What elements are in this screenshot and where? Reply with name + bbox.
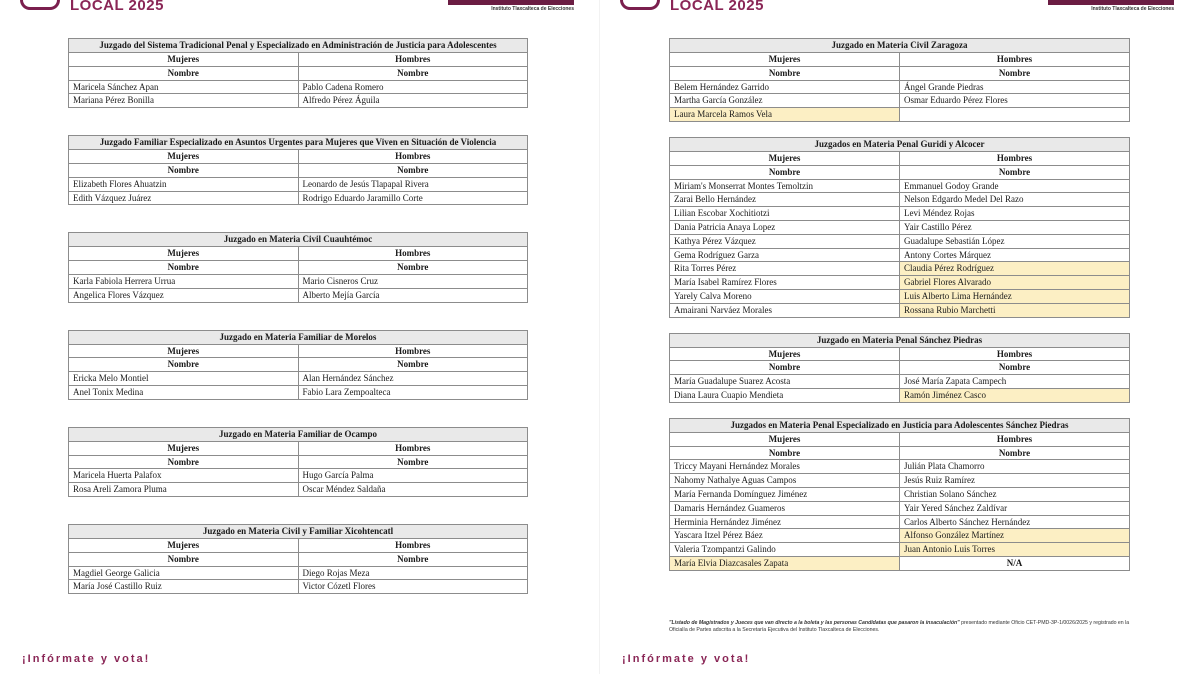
candidate-woman: Elizabeth Flores Ahuatzin bbox=[69, 177, 299, 191]
candidate-man: Guadalupe Sebastián López bbox=[900, 234, 1130, 248]
table-row bbox=[670, 543, 1130, 557]
candidate-man: Ángel Grande Piedras bbox=[900, 80, 1130, 94]
women-header: Mujeres bbox=[69, 53, 299, 67]
name-header: Nombre bbox=[69, 455, 299, 469]
court-title: Juzgado en Materia Familiar de Morelos bbox=[69, 330, 528, 344]
table-row bbox=[670, 388, 1130, 402]
table-title-row bbox=[69, 524, 528, 538]
gender-header-row bbox=[69, 150, 528, 164]
candidate-man: Oscar Méndez Saldaña bbox=[298, 483, 528, 497]
table-title-row bbox=[69, 427, 528, 441]
name-header: Nombre bbox=[670, 66, 900, 80]
table-row bbox=[670, 375, 1130, 389]
candidate-man bbox=[900, 108, 1130, 122]
candidate-woman: Gema Rodríguez Garza bbox=[670, 248, 900, 262]
logo-icon bbox=[620, 0, 660, 10]
candidate-man: Diego Rojas Meza bbox=[298, 566, 528, 580]
name-header-row bbox=[69, 552, 528, 566]
court-title: Juzgado en Materia Civil Cuauhtémoc bbox=[69, 233, 528, 247]
name-header-row bbox=[69, 358, 528, 372]
table-row bbox=[69, 80, 528, 94]
table-title-row bbox=[670, 333, 1130, 347]
table-row bbox=[670, 556, 1130, 570]
name-header: Nombre bbox=[298, 163, 528, 177]
court-title: Juzgado en Materia Familiar de Ocampo bbox=[69, 427, 528, 441]
table-row bbox=[670, 80, 1130, 94]
candidate-man: Nelson Edgardo Medel Del Razo bbox=[900, 193, 1130, 207]
men-header: Hombres bbox=[298, 441, 528, 455]
table-row bbox=[670, 474, 1130, 488]
table-row bbox=[670, 234, 1130, 248]
table-gap bbox=[669, 403, 1130, 418]
name-header: Nombre bbox=[298, 261, 528, 275]
candidate-woman: Damaris Hernández Guameros bbox=[670, 501, 900, 515]
table-row bbox=[69, 288, 528, 302]
table-gap bbox=[68, 400, 528, 427]
name-header: Nombre bbox=[900, 446, 1130, 460]
candidate-man: Victor Cózetl Flores bbox=[298, 580, 528, 594]
footnote-body: presentado mediante Oficio CET-PMD-3P-1/0026/2025 y registrado en la Oficialía de Partes adscrita a la Secretaría Ejecutiva del Instituto Tlaxcalteca de Elecciones. bbox=[669, 620, 1130, 633]
table-row bbox=[69, 94, 528, 108]
court-table bbox=[669, 38, 1130, 122]
name-header: Nombre bbox=[69, 261, 299, 275]
candidate-woman: María Isabel Ramírez Flores bbox=[670, 276, 900, 290]
footer-slogan: ¡Infórmate y vota! bbox=[22, 653, 151, 665]
table-row bbox=[670, 207, 1130, 221]
name-header: Nombre bbox=[900, 66, 1130, 80]
women-header: Mujeres bbox=[69, 538, 299, 552]
table-title-row bbox=[69, 233, 528, 247]
men-header: Hombres bbox=[298, 247, 528, 261]
candidate-man: Alan Hernández Sánchez bbox=[298, 372, 528, 386]
table-gap bbox=[68, 205, 528, 232]
table-title-row bbox=[69, 330, 528, 344]
candidate-woman: María José Castillo Ruiz bbox=[69, 580, 299, 594]
men-header: Hombres bbox=[900, 432, 1130, 446]
name-header-row bbox=[670, 361, 1130, 375]
court-table bbox=[669, 333, 1130, 403]
institute-name: Instituto Tlaxcalteca de Elecciones bbox=[1048, 0, 1174, 12]
candidate-woman: Valeria Tzompantzi Galindo bbox=[670, 543, 900, 557]
name-header-row bbox=[69, 455, 528, 469]
candidate-woman: Ericka Melo Montiel bbox=[69, 372, 299, 386]
candidate-man: Antony Cortes Márquez bbox=[900, 248, 1130, 262]
gender-header-row bbox=[69, 247, 528, 261]
candidate-woman: Yarely Calva Moreno bbox=[670, 289, 900, 303]
candidate-woman: Lilian Escobar Xochitiotzi bbox=[670, 207, 900, 221]
candidate-man: Leonardo de Jesús Tlapapal Rivera bbox=[298, 177, 528, 191]
candidate-man: Julián Plata Chamorro bbox=[900, 460, 1130, 474]
table-title-row bbox=[670, 39, 1130, 53]
candidate-woman: Nahomy Nathalye Aguas Campos bbox=[670, 474, 900, 488]
candidate-woman: María Guadalupe Suarez Acosta bbox=[670, 375, 900, 389]
women-header: Mujeres bbox=[69, 150, 299, 164]
table-row bbox=[670, 94, 1130, 108]
gender-header-row bbox=[69, 538, 528, 552]
women-header: Mujeres bbox=[69, 344, 299, 358]
men-header: Hombres bbox=[298, 344, 528, 358]
candidate-woman: Martha García González bbox=[670, 94, 900, 108]
court-table bbox=[68, 524, 528, 594]
page-header bbox=[0, 0, 600, 22]
candidate-man: N/A bbox=[900, 556, 1130, 570]
table-row bbox=[69, 177, 528, 191]
name-header-row bbox=[670, 446, 1130, 460]
table-title-row bbox=[69, 39, 528, 53]
name-header: Nombre bbox=[670, 361, 900, 375]
institute-name: Instituto Tlaxcalteca de Elecciones bbox=[448, 0, 574, 12]
candidate-woman: Karla Fabiola Herrera Urrua bbox=[69, 274, 299, 288]
name-header: Nombre bbox=[298, 66, 528, 80]
name-header: Nombre bbox=[670, 165, 900, 179]
candidate-man: Jesús Ruiz Ramírez bbox=[900, 474, 1130, 488]
candidate-man: Juan Antonio Luis Torres bbox=[900, 543, 1130, 557]
candidate-man: Fabio Lara Zempoalteca bbox=[298, 385, 528, 399]
page-header bbox=[600, 0, 1200, 22]
candidate-man: Rossana Rubio Marchetti bbox=[900, 303, 1130, 317]
name-header: Nombre bbox=[900, 165, 1130, 179]
women-header: Mujeres bbox=[670, 347, 900, 361]
candidate-man: Osmar Eduardo Pérez Flores bbox=[900, 94, 1130, 108]
men-header: Hombres bbox=[298, 150, 528, 164]
men-header: Hombres bbox=[298, 538, 528, 552]
table-title-row bbox=[670, 418, 1130, 432]
candidate-woman: Belem Hernández Garrido bbox=[670, 80, 900, 94]
candidate-woman: Rosa Areli Zamora Pluma bbox=[69, 483, 299, 497]
candidate-man: José María Zapata Campech bbox=[900, 375, 1130, 389]
right-page bbox=[600, 0, 1200, 674]
court-title: Juzgado en Materia Civil Zaragoza bbox=[670, 39, 1130, 53]
candidate-woman: Mariana Pérez Bonilla bbox=[69, 94, 299, 108]
court-title: Juzgado en Materia Civil y Familiar Xicohtencatl bbox=[69, 524, 528, 538]
table-row bbox=[69, 469, 528, 483]
court-table bbox=[68, 427, 528, 497]
table-row bbox=[670, 248, 1130, 262]
court-title: Juzgados en Materia Penal Especializado en Justicia para Adolescentes Sánchez Piedras bbox=[670, 418, 1130, 432]
candidate-woman: Kathya Pérez Vázquez bbox=[670, 234, 900, 248]
table-row bbox=[69, 191, 528, 205]
footer-slogan: ¡Infórmate y vota! bbox=[622, 653, 751, 665]
candidate-woman: Zarai Bello Hernández bbox=[670, 193, 900, 207]
court-table bbox=[669, 418, 1130, 571]
candidate-man: Hugo García Palma bbox=[298, 469, 528, 483]
name-header: Nombre bbox=[900, 361, 1130, 375]
candidate-man: Gabriel Flores Alvarado bbox=[900, 276, 1130, 290]
court-table bbox=[68, 232, 528, 302]
table-row bbox=[670, 193, 1130, 207]
name-header-row bbox=[670, 66, 1130, 80]
court-table bbox=[68, 330, 528, 400]
candidate-woman: Amairani Narváez Morales bbox=[670, 303, 900, 317]
candidate-man: Mario Cisneros Cruz bbox=[298, 274, 528, 288]
table-row bbox=[670, 515, 1130, 529]
right-tables-container bbox=[669, 38, 1130, 571]
name-header: Nombre bbox=[298, 358, 528, 372]
table-title-row bbox=[670, 137, 1130, 151]
logo-text: LOCAL 2025 bbox=[70, 0, 164, 14]
logo-icon bbox=[20, 0, 60, 10]
table-gap bbox=[669, 122, 1130, 137]
candidate-woman: Laura Marcela Ramos Vela bbox=[670, 108, 900, 122]
men-header: Hombres bbox=[900, 347, 1130, 361]
candidate-woman: Yascara Itzel Pérez Báez bbox=[670, 529, 900, 543]
candidate-man: Claudia Pérez Rodríguez bbox=[900, 262, 1130, 276]
court-title: Juzgados en Materia Penal Guridi y Alcocer bbox=[670, 137, 1130, 151]
table-row bbox=[670, 289, 1130, 303]
name-header: Nombre bbox=[298, 552, 528, 566]
candidate-man: Luis Alberto Lima Hernández bbox=[900, 289, 1130, 303]
table-row bbox=[69, 566, 528, 580]
candidate-man: Alberto Mejía García bbox=[298, 288, 528, 302]
women-header: Mujeres bbox=[69, 247, 299, 261]
name-header: Nombre bbox=[69, 163, 299, 177]
candidate-woman: Triccy Mayani Hernández Morales bbox=[670, 460, 900, 474]
candidate-man: Ramón Jiménez Casco bbox=[900, 388, 1130, 402]
candidate-man: Rodrigo Eduardo Jaramillo Corte bbox=[298, 191, 528, 205]
gender-header-row bbox=[69, 53, 528, 67]
footnote bbox=[669, 620, 1130, 634]
gender-header-row bbox=[69, 441, 528, 455]
candidate-woman: Edith Vázquez Juárez bbox=[69, 191, 299, 205]
gender-header-row bbox=[670, 432, 1130, 446]
candidate-woman: Rita Torres Pérez bbox=[670, 262, 900, 276]
table-title-row bbox=[69, 136, 528, 150]
gender-header-row bbox=[670, 151, 1130, 165]
name-header: Nombre bbox=[298, 455, 528, 469]
men-header: Hombres bbox=[900, 53, 1130, 67]
table-row bbox=[69, 372, 528, 386]
table-row bbox=[670, 262, 1130, 276]
candidate-woman: Maricela Huerta Palafox bbox=[69, 469, 299, 483]
women-header: Mujeres bbox=[69, 441, 299, 455]
table-row bbox=[670, 501, 1130, 515]
candidate-woman: Angelica Flores Vázquez bbox=[69, 288, 299, 302]
table-row bbox=[670, 487, 1130, 501]
table-row bbox=[69, 385, 528, 399]
name-header-row bbox=[69, 261, 528, 275]
table-row bbox=[670, 276, 1130, 290]
name-header: Nombre bbox=[69, 66, 299, 80]
men-header: Hombres bbox=[298, 53, 528, 67]
candidate-woman: Maricela Sánchez Apan bbox=[69, 80, 299, 94]
candidate-man: Emmanuel Godoy Grande bbox=[900, 179, 1130, 193]
candidate-woman: Magdiel George Galicia bbox=[69, 566, 299, 580]
candidate-man: Christian Solano Sánchez bbox=[900, 487, 1130, 501]
candidate-man: Levi Méndez Rojas bbox=[900, 207, 1130, 221]
table-gap bbox=[68, 108, 528, 135]
table-gap bbox=[68, 497, 528, 524]
table-row bbox=[69, 580, 528, 594]
court-title: Juzgado en Materia Penal Sánchez Piedras bbox=[670, 333, 1130, 347]
court-table bbox=[669, 137, 1130, 318]
table-row bbox=[670, 460, 1130, 474]
table-row bbox=[670, 179, 1130, 193]
candidate-man: Alfonso González Martínez bbox=[900, 529, 1130, 543]
candidate-woman: Diana Laura Cuapio Mendieta bbox=[670, 388, 900, 402]
candidate-man: Alfredo Pérez Águila bbox=[298, 94, 528, 108]
women-header: Mujeres bbox=[670, 432, 900, 446]
gender-header-row bbox=[69, 344, 528, 358]
table-row bbox=[670, 220, 1130, 234]
table-row bbox=[69, 483, 528, 497]
candidate-woman: María Elvia Diazcasales Zapata bbox=[670, 556, 900, 570]
table-gap bbox=[68, 303, 528, 330]
name-header: Nombre bbox=[69, 552, 299, 566]
table-gap bbox=[669, 318, 1130, 333]
candidate-man: Yair Yered Sánchez Zaldívar bbox=[900, 501, 1130, 515]
candidate-man: Yair Castillo Pérez bbox=[900, 220, 1130, 234]
left-tables-container bbox=[68, 38, 528, 594]
court-title: Juzgado Familiar Especializado en Asuntos Urgentes para Mujeres que Viven en Situación de Violencia bbox=[69, 136, 528, 150]
court-table bbox=[68, 38, 528, 108]
candidate-woman: María Fernanda Domínguez Jiménez bbox=[670, 487, 900, 501]
table-row bbox=[69, 274, 528, 288]
candidate-man: Carlos Alberto Sánchez Hernández bbox=[900, 515, 1130, 529]
table-row bbox=[670, 529, 1130, 543]
name-header: Nombre bbox=[69, 358, 299, 372]
name-header-row bbox=[69, 163, 528, 177]
footnote-title: "Listado de Magistrados y Jueces que van directo a la boleta y las personas Candidatas que pasaron la insaculación" bbox=[669, 620, 960, 626]
table-row bbox=[670, 303, 1130, 317]
gender-header-row bbox=[670, 53, 1130, 67]
candidate-man: Pablo Cadena Romero bbox=[298, 80, 528, 94]
name-header: Nombre bbox=[670, 446, 900, 460]
table-row bbox=[670, 108, 1130, 122]
court-table bbox=[68, 135, 528, 205]
candidate-woman: Dania Patricia Anaya Lopez bbox=[670, 220, 900, 234]
women-header: Mujeres bbox=[670, 151, 900, 165]
men-header: Hombres bbox=[900, 151, 1130, 165]
gender-header-row bbox=[670, 347, 1130, 361]
women-header: Mujeres bbox=[670, 53, 900, 67]
candidate-woman: Miriam's Monserrat Montes Temoltzin bbox=[670, 179, 900, 193]
candidate-woman: Anel Tonix Medina bbox=[69, 385, 299, 399]
name-header-row bbox=[69, 66, 528, 80]
court-title: Juzgado del Sistema Tradicional Penal y Especializado en Administración de Justicia para Adolescentes bbox=[69, 39, 528, 53]
candidate-woman: Herminia Hernández Jiménez bbox=[670, 515, 900, 529]
logo-text: LOCAL 2025 bbox=[670, 0, 764, 14]
name-header-row bbox=[670, 165, 1130, 179]
